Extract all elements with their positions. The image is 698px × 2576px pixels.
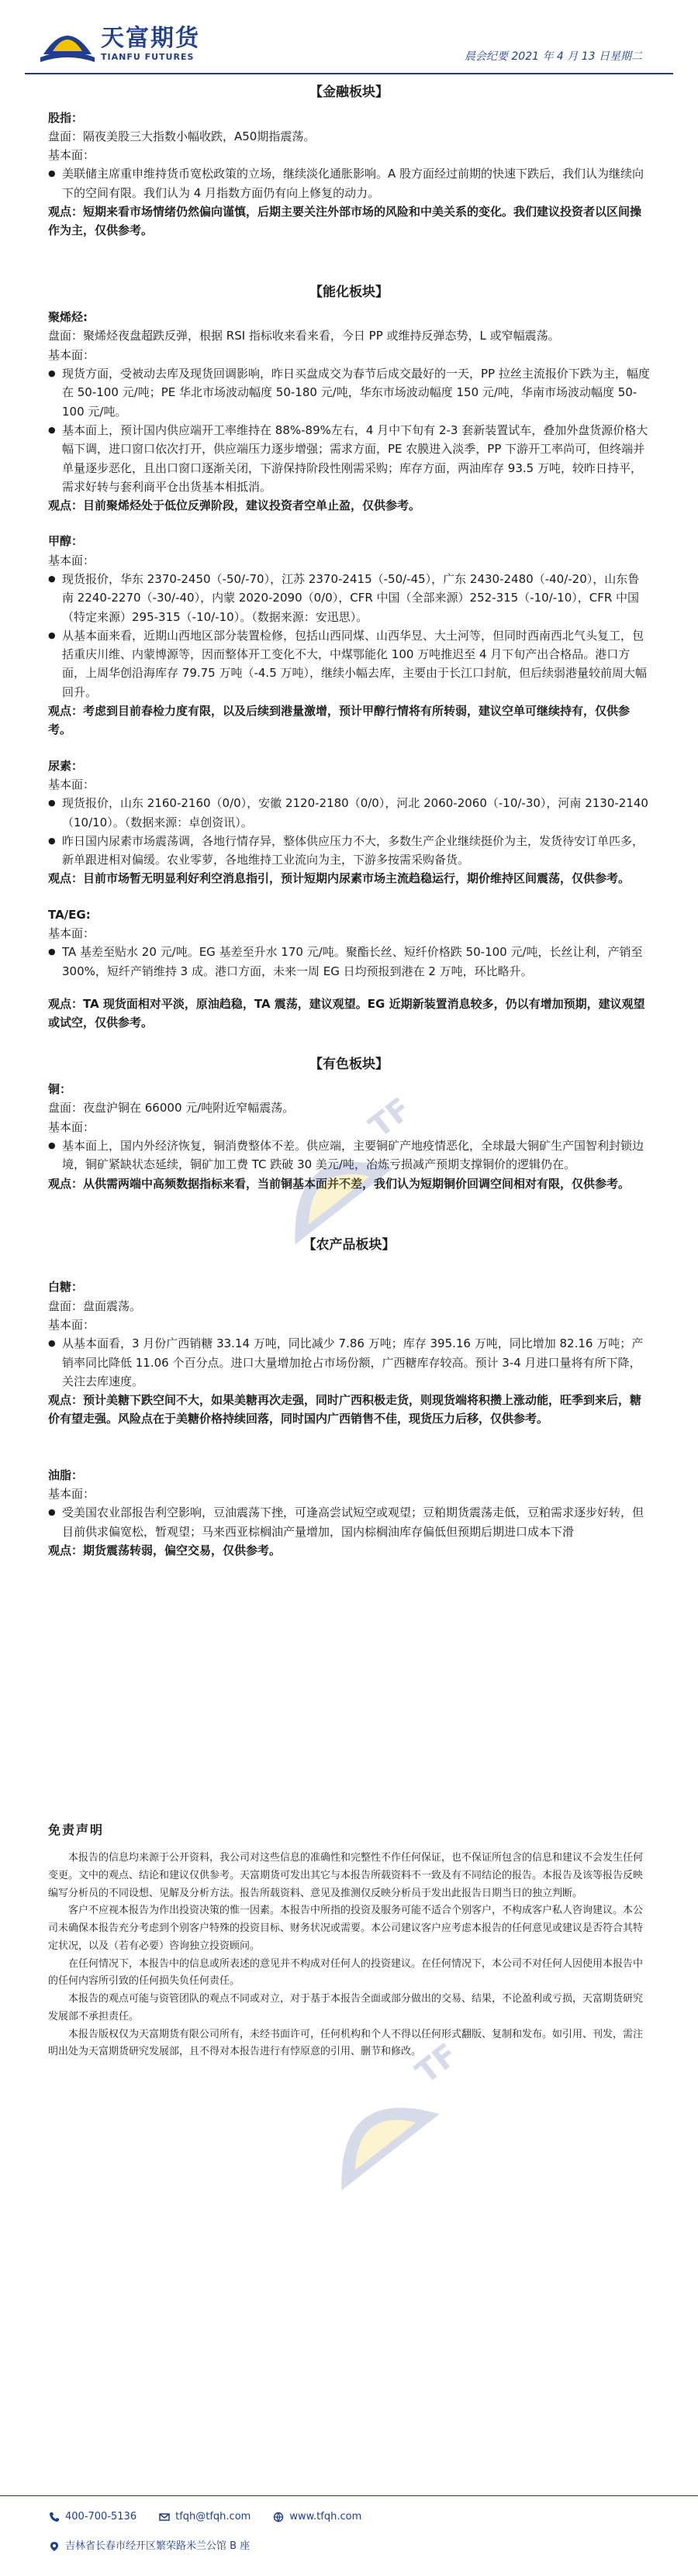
footer-website-text: www.tfqh.com <box>289 2511 362 2523</box>
urea-heading: 尿素： <box>48 758 84 773</box>
phone-icon <box>48 2511 60 2523</box>
footer-address <box>48 2538 250 2554</box>
methanol-heading: 甲醇： <box>48 534 84 549</box>
svg-text:TF: TF <box>409 2036 465 2091</box>
footer-phone-text: 400-700-5136 <box>65 2511 137 2523</box>
ta-eg-heading: TA/EG: <box>48 907 91 922</box>
oils-fundamental-label: 基本面： <box>48 1487 95 1502</box>
sugar-fundamental-label: 基本面： <box>48 1317 95 1332</box>
urea-view: 观点：目前市场暂无明显利好利空消息指引，预计短期内尿素市场主流趋稳运行，期价维持区间震荡，仅供参考。 <box>48 871 631 886</box>
stock-index-view: 观点：短期来看市场情绪仍然偏向谨慎，后期主要关注外部市场的风险和中美关系的变化。我们建议投资者以区间操作为主，仅供参考。 <box>48 205 642 238</box>
disclaimer-paragraph: 在任何情况下，本报告中的信息或所表述的意见并不构成对任何人的投资建议。在任何情况下，本公司不对任何人因使用本报告中的任何内容所引致的任何损失负任何责任。 <box>48 1957 644 1988</box>
disclaimer-body <box>48 1850 650 2061</box>
oils-points <box>48 1503 650 1541</box>
section-energy-title: 【能化板块】 <box>309 284 389 300</box>
urea-fundamental-label: 基本面： <box>48 777 95 791</box>
polyolefin-heading: 聚烯烃: <box>48 310 88 325</box>
polyolefin-fundamental-label: 基本面： <box>48 347 95 362</box>
stock-index-points <box>48 164 650 202</box>
section-metals-title: 【有色板块】 <box>309 1056 389 1072</box>
report-date-line: 晨会纪要 2021 年 4 月 13 日星期二 <box>464 50 642 63</box>
list-item: ● 从基本面看，3 月份广西销糖 33.14 万吨，同比减少 7.86 万吨；库存 395.16 万吨，同比增加 82.16 万吨；产销率同比降低 11.06 个百分点。进口大量增加抢占市场份额，广西糖库存较高。预计 3-4 月进口量将有所下降，关注去库速度。 <box>62 1334 650 1391</box>
urea-points <box>48 794 650 869</box>
copper-heading: 铜： <box>48 1082 72 1097</box>
copper-fundamental-label: 基本面： <box>48 1119 95 1134</box>
section-agri-title: 【农产品板块】 <box>302 1236 396 1253</box>
stock-index-fundamental-label: 基本面： <box>48 148 95 163</box>
disclaimer-paragraph: 本报告的观点可能与资管团队的观点不同或对立，对于基于本报告全面或部分做出的交易、结果，不论盈利或亏损，天富期货研究发展部不承担责任。 <box>48 1993 644 2023</box>
list-item: ● 从基本面来看，近期山西地区部分装置检修，包括山西同煤、山西华昱、大土河等，但同时西南西北气头复工，包括重庆川维、内蒙博源等，因而整体开工变化不大，中煤鄂能化 100 万吨推迟至 4 月下旬产出合格品。港口方面，上周华创沿海库存 79.75 万吨（-4.5 万吨），继续小幅去库，主要由于长江口封航，但后续弱港量较前周大幅回升。 <box>62 626 650 702</box>
list-item: ● 基本面上，国内外经济恢复，铜消费整体不差。供应端，主要铜矿产地疫情恶化，全球最大铜矿生产国智利封锁边境，铜矿紧缺状态延续，铜矿加工费 TC 跌破 30 美元/吨，冶炼亏损减产预期支撑铜价的逻辑仍在。 <box>62 1136 650 1174</box>
methanol-view: 观点：考虑到目前春检力度有限，以及后续到港量激增，预计甲醇行情将有所转弱，建议空单可继续持有，仅供参考。 <box>48 704 631 737</box>
brand-name-cn: 天富期货 <box>101 25 200 52</box>
disclaimer-paragraph: 本报告版权仅为天富期货有限公司所有，未经书面许可，任何机构和个人不得以任何形式翻版、复制和发布。如引用、刊发，需注明出处为天富期货研究发展部，且不得对本报告进行有悖原意的引用、删节和修改。 <box>48 2028 644 2058</box>
stock-index-market: 盘面：隔夜美股三大指数小幅收跌，A50期指震荡。 <box>48 129 316 143</box>
copper-points <box>48 1136 650 1174</box>
stock-index-heading: 股指： <box>48 110 84 125</box>
list-item: ● 现货报价，华东 2370-2450（-50/-70），江苏 2370-2415（-50/-45），广东 2430-2480（-40/-20），山东鲁南 2240-2270（-30/-40），内蒙 2020-2090（0/0），CFR 中国（全部来源）252-315（-10/-10），CFR 中国（特定来源）295-315（-10/-10）。（数据来源：安迅思）。 <box>62 570 650 626</box>
svg-text:TF: TF <box>362 1091 418 1146</box>
sugar-market: 盘面：盘面震荡。 <box>48 1298 142 1313</box>
ta-eg-points <box>48 943 650 981</box>
brand-logo <box>39 23 200 65</box>
list-item: ● 受美国农业部报告利空影响，豆油震荡下挫，可逢高尝试短空或观望；豆粕期货震荡走低，豆粕需求逐步好转，但目前供求偏宽松，暂观望；马来西亚棕榈油产量增加，国内棕榈油库存偏低但预期后期进口成本下滑 <box>62 1503 650 1541</box>
section-finance-title: 【金融板块】 <box>309 84 389 100</box>
footer-email-text: tfqh@tfqh.com <box>175 2511 251 2523</box>
polyolefin-points <box>48 364 650 496</box>
footer-address-text: 吉林省长春市经开区繁荣路米兰公馆 B 座 <box>65 2540 251 2553</box>
disclaimer-paragraph: 客户不应视本报告为作出投资决策的惟一因素。本报告中所指的投资及服务可能不适合个别客户，不构成客户私人咨询建议。本公司未确保本报告充分考虑到个别客户特殊的投资目标、财务状况或需要。本公司建议客户应考虑本报告的任何意见或建议是否符合其特定状况，以及（若有必要）咨询独立投资顾问。 <box>48 1905 644 1952</box>
copper-view: 观点：从供需两端中高频数据指标来看，当前铜基本面并不差，我们认为短期铜价回调空间相对有限，仅供参考。 <box>48 1176 631 1191</box>
list-item: ● 美联储主席重申维持货币宽松政策的立场，继续淡化通胀影响。A 股方面经过前期的快速下跌后，我们认为继续向下的空间有限。我们认为 4 月指数方面仍有向上修复的动力。 <box>62 164 650 202</box>
sugar-view: 观点：预计美糖下跌空间不大，如果美糖再次走强，同时广西积极走货，则现货端将积攒上涨动能，旺季到来后，糖价有望走强。风险点在于美糖价格持续回落，同时国内广西销售不佳，现货压力后移，仅供参考。 <box>48 1393 642 1426</box>
oils-view: 观点：期货震荡转弱，偏空交易，仅供参考。 <box>48 1543 282 1557</box>
methanol-points <box>48 570 650 702</box>
list-item: ● 基本面上，预计国内供应端开工率维持在 88%-89%左右，4 月中下旬有 2-3 套新装置试车，叠加外盘货源价格大幅下调，进口窗口依次打开，供应端压力逐步增强；需求方面，PE 农膜进入淡季，PP 下游开工率尚可，但终端并单量逐步恶化，且出口窗口逐渐关闭，下游保持阶段性刚需采购；库存方面，两油库存 93.5 万吨，较昨日持平，需求好转与套利商平仓出货基本相抵消。 <box>62 421 650 496</box>
footer-phone <box>48 2509 136 2525</box>
footer-email[interactable] <box>158 2509 251 2525</box>
list-item: ● 昨日国内尿素市场震荡调，各地行情存异，整体供应压力不大，多数生产企业继续挺价为主，发货待安订单匹多，新单跟进相对偏缓。农业零萝，各地维持工业流向为主，下游多按需采购备货。 <box>62 832 650 870</box>
brand-name-en: TIANFU FUTURES <box>101 52 195 62</box>
location-pin-icon <box>48 2540 60 2553</box>
brand-emblem-icon <box>39 23 96 65</box>
polyolefin-market: 盘面：聚烯烃夜盘超跌反弹，根据 RSI 指标收来看来看，今日 PP 或维持反弹态势，L 或窄幅震荡。 <box>48 329 560 343</box>
list-item: ● 现货报价，山东 2160-2160（0/0），安徽 2120-2180（0/0），河北 2060-2060（-10/-30），河南 2130-2140（10/10）。（数据来源：卓创资讯）。 <box>62 794 650 832</box>
copper-market: 盘面：夜盘沪铜在 66000 元/吨附近窄幅震荡。 <box>48 1101 295 1116</box>
ta-eg-fundamental-label: 基本面： <box>48 926 95 941</box>
globe-icon <box>272 2511 285 2523</box>
email-icon <box>158 2511 171 2523</box>
oils-heading: 油脂： <box>48 1467 84 1482</box>
footer-website[interactable] <box>272 2509 361 2525</box>
sugar-heading: 白糖： <box>48 1280 84 1295</box>
disclaimer-title: 免责声明 <box>48 1823 105 1838</box>
methanol-fundamental-label: 基本面： <box>48 553 95 567</box>
ta-eg-view: 观点：TA 现货面相对平淡，原油趋稳，TA 震荡，建议观望。EG 近期新装置消息较多，仍以有增加预期，建议观望或试空，仅供参考。 <box>48 996 645 1030</box>
polyolefin-view: 观点：目前聚烯烃处于低位反弹阶段，建议投资者空单止盈，仅供参考。 <box>48 498 421 513</box>
list-item: ● TA 基差至贴水 20 元/吨。EG 基差至升水 170 元/吨。聚酯长丝、短纤价格跌 50-100 元/吨，长丝让利，产销至 300%，短纤产销维持 3 成。港口方面，未来一周 EG 日均预报到港在 2 万吨，环比略升。 <box>62 943 650 981</box>
report-footer <box>0 2495 698 2576</box>
list-item: ● 现货方面，受被动去库及现货回调影响，昨日买盘成交为春节后成交最好的一天，PP 拉丝主流报价下跌为主，幅度在 50-100 元/吨；PE 华北市场波动幅度 50-180 元/吨，华东市场波动幅度 150 元/吨，华南市场波动幅度 50-100 元/吨。 <box>62 364 650 421</box>
sugar-points <box>48 1334 650 1391</box>
disclaimer-paragraph: 本报告的信息均来源于公开资料，我公司对这些信息的准确性和完整性不作任何保证，也不保证所包含的信息和建议不会发生任何变更。文中的观点、结论和建议仅供参考。天富期货可发出其它与本报告所载资料不一致及有不同结论的报告。本报告及该等报告反映编写分析员的不同设想、见解及分析方法。报告所载资料、意见及推测仅反映分析员于发出此报告日期当日的独立判断。 <box>48 1852 644 1899</box>
report-header <box>25 0 673 74</box>
